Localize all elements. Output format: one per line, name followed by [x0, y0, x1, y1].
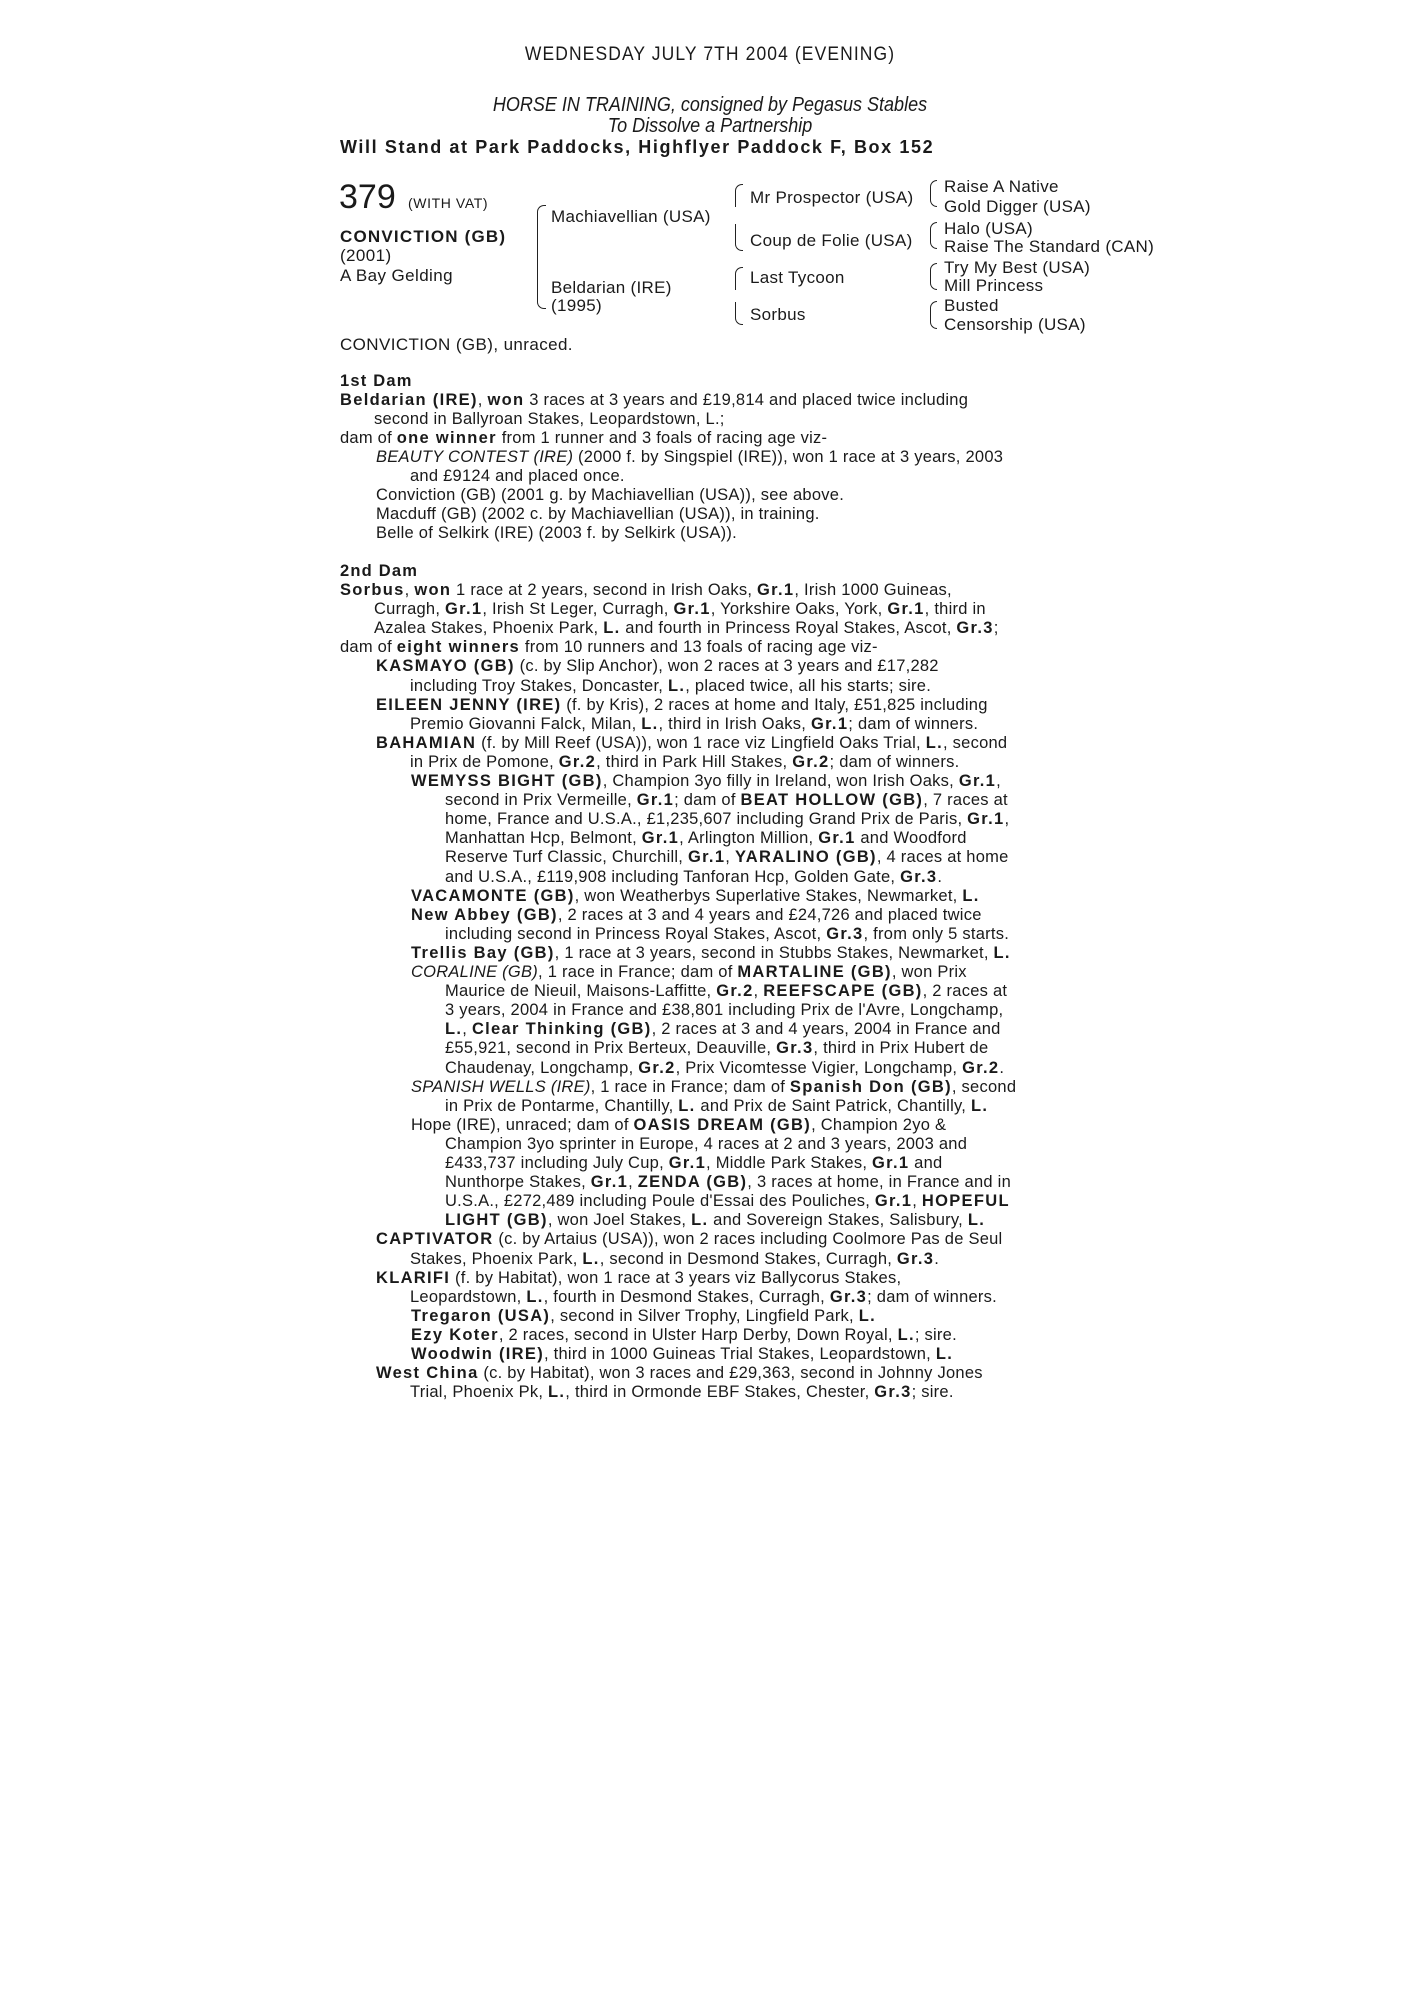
second-dam-line: KASMAYO (GB) (c. by Slip Anchor), won 2 races at 3 years and £17,282 — [376, 657, 939, 676]
pedigree-brace — [735, 184, 743, 207]
race-summary: CONVICTION (GB), unraced. — [340, 335, 573, 354]
sss: Raise A Native — [944, 177, 1059, 196]
ssd: Gold Digger (USA) — [944, 197, 1091, 216]
pedigree-brace — [930, 193, 937, 207]
second-dam-line: including second in Princess Royal Stakes, Ascot, Gr.3, from only 5 starts. — [445, 924, 1010, 943]
second-dam-heading: 2nd Dam — [340, 562, 419, 580]
pedigree-brace — [930, 235, 937, 249]
second-dam-line: Manhattan Hcp, Belmont, Gr.1, Arlington Million, Gr.1 and Woodford — [445, 829, 967, 848]
dsd: Mill Princess — [944, 276, 1044, 295]
sdd: Raise The Standard (CAN) — [944, 237, 1155, 256]
text: , — [477, 391, 488, 409]
produce-line: and £9124 and placed once. — [410, 467, 625, 485]
second-dam-line: Chaudenay, Longchamp, Gr.2, Prix Vicomtesse Vigier, Longchamp, Gr.2. — [445, 1058, 1005, 1077]
second-dam-line: KLARIFI (f. by Habitat), won 1 race at 3 years viz Ballycorus Stakes, — [376, 1268, 902, 1287]
text: won — [487, 391, 525, 409]
text: (2000 f. by Singspiel (IRE)), won 1 race at 3 years, 2003 — [573, 448, 1004, 466]
second-dam-line: Nunthorpe Stakes, Gr.1, ZENDA (GB), 3 races at home, in France and in — [445, 1173, 1011, 1192]
second-dam-line: CAPTIVATOR (c. by Artaius (USA)), won 2 races including Coolmore Pas de Seul — [376, 1230, 1003, 1249]
second-dam-line: £55,921, second in Prix Berteux, Deauville, Gr.3, third in Prix Hubert de — [445, 1039, 989, 1058]
horse-description: A Bay Gelding — [340, 266, 453, 285]
first-dam-line — [340, 429, 827, 448]
produce-line: Conviction (GB) (2001 g. by Machiavellian (USA)), see above. — [376, 486, 845, 504]
second-dam-line: Sorbus, won 1 race at 2 years, second in Irish Oaks, Gr.1, Irish 1000 Guineas, — [340, 581, 952, 599]
pedigree-brace — [930, 301, 937, 315]
text: one winner — [396, 429, 497, 447]
produce-name: BEAUTY CONTEST (IRE) — [376, 448, 574, 466]
first-dam-line: second in Ballyroan Stakes, Leopardstown, L.; — [374, 410, 725, 428]
pedigree-brace — [930, 222, 937, 236]
text: dam of — [340, 429, 397, 447]
vat-note: (WITH VAT) — [408, 195, 489, 211]
second-dam-line: U.S.A., £272,489 including Poule d'Essai des Pouliches, Gr.1, HOPEFUL — [445, 1192, 1010, 1211]
horse-name: CONVICTION (GB) — [340, 227, 507, 246]
sds: Halo (USA) — [944, 219, 1033, 238]
sire-sire: Mr Prospector (USA) — [750, 188, 914, 207]
dss: Try My Best (USA) — [944, 258, 1091, 277]
second-dam-line: Maurice de Nieuil, Maisons-Laffitte, Gr.2, REEFSCAPE (GB), 2 races at — [445, 982, 1008, 1001]
pedigree-brace — [930, 263, 937, 277]
second-dam-line: West China (c. by Habitat), won 3 races and £29,363, second in Johnny Jones — [376, 1364, 983, 1383]
second-dam-line: BAHAMIAN (f. by Mill Reef (USA)), won 1 race viz Lingfield Oaks Trial, L., second — [376, 733, 1008, 752]
pedigree-brace — [930, 314, 937, 329]
second-dam-line: Reserve Turf Classic, Churchill, Gr.1, YARALINO (GB), 4 races at home — [445, 848, 1009, 867]
pedigree-brace — [930, 276, 937, 290]
second-dam-line: SPANISH WELLS (IRE), 1 race in France; dam of Spanish Don (GB), second — [411, 1077, 1017, 1096]
second-dam-line: dam of eight winners from 10 runners and 13 foals of racing age viz- — [340, 638, 878, 657]
second-dam-line: in Prix de Pontarme, Chantilly, L. and Prix de Saint Patrick, Chantilly, L. — [445, 1096, 989, 1115]
sire: Machiavellian (USA) — [551, 207, 711, 226]
pedigree-brace — [537, 205, 546, 266]
sire-dam: Coup de Folie (USA) — [750, 231, 913, 250]
second-dam-line: second in Prix Vermeille, Gr.1; dam of BEAT HOLLOW (GB), 7 races at — [445, 791, 1008, 810]
second-dam-line: £433,737 including July Cup, Gr.1, Middle Park Stakes, Gr.1 and — [445, 1154, 943, 1172]
consignment-line: HORSE IN TRAINING, consigned by Pegasus Stables — [492, 94, 928, 116]
sale-date-heading: WEDNESDAY JULY 7TH 2004 (EVENING) — [524, 44, 896, 65]
stand-location: Will Stand at Park Paddocks, Highflyer Paddock F, Box 152 — [340, 137, 935, 157]
second-dam-line: Champion 3yo sprinter in Europe, 4 races at 2 and 3 years, 2003 and — [445, 1134, 968, 1153]
second-dam-line: EILEEN JENNY (IRE) (f. by Kris), 2 races at home and Italy, £51,825 including — [376, 695, 988, 714]
first-dam-line — [340, 391, 968, 410]
second-dam-line: VACAMONTE (GB), won Weatherbys Superlative Stakes, Newmarket, L. — [411, 886, 980, 905]
second-dam-line: in Prix de Pomone, Gr.2, third in Park Hill Stakes, Gr.2; dam of winners. — [410, 752, 960, 771]
pedigree-brace — [735, 267, 743, 290]
second-dam-line: Trial, Phoenix Pk, L., third in Ormonde EBF Stakes, Chester, Gr.3; sire. — [410, 1383, 954, 1402]
text: from 1 runner and 3 foals of racing age viz- — [496, 429, 828, 447]
second-dam-line: Trellis Bay (GB), 1 race at 3 years, second in Stubbs Stakes, Newmarket, L. — [411, 943, 1011, 962]
second-dam-line: Woodwin (IRE), third in 1000 Guineas Trial Stakes, Leopardstown, L. — [411, 1345, 954, 1363]
pedigree-brace — [735, 224, 743, 251]
second-dam-line: Premio Giovanni Falck, Milan, L., third in Irish Oaks, Gr.1; dam of winners. — [410, 714, 979, 733]
pedigree-brace — [735, 302, 743, 325]
dam-year: (1995) — [551, 296, 602, 315]
dds: Busted — [944, 296, 999, 315]
text: 3 races at 3 years and £19,814 and placed twice including — [524, 391, 969, 409]
second-dam-line: L., Clear Thinking (GB), 2 races at 3 and 4 years, 2004 in France and — [445, 1020, 1001, 1039]
lot-number: 379 — [339, 178, 396, 216]
second-dam-line: and U.S.A., £119,908 including Tanforan Hcp, Golden Gate, Gr.3. — [445, 867, 943, 886]
second-dam-line: Ezy Koter, 2 races, second in Ulster Harp Derby, Down Royal, L.; sire. — [411, 1325, 957, 1344]
second-dam-line: CORALINE (GB), 1 race in France; dam of MARTALINE (GB), won Prix — [411, 963, 967, 981]
second-dam-line: New Abbey (GB), 2 races at 3 and 4 years and £24,726 and placed twice — [411, 905, 982, 924]
second-dam-line: WEMYSS BIGHT (GB), Champion 3yo filly in Ireland, won Irish Oaks, Gr.1, — [411, 772, 1001, 790]
produce-line — [376, 448, 1003, 467]
second-dam-line: Stakes, Phoenix Park, L., second in Desmond Stakes, Curragh, Gr.3. — [410, 1249, 940, 1268]
ddd: Censorship (USA) — [944, 315, 1086, 334]
second-dam-line: home, France and U.S.A., £1,235,607 including Grand Prix de Paris, Gr.1, — [445, 810, 1010, 829]
second-dam-line: including Troy Stakes, Doncaster, L., placed twice, all his starts; sire. — [410, 676, 932, 695]
second-dam-line: Curragh, Gr.1, Irish St Leger, Curragh, Gr.1, Yorkshire Oaks, York, Gr.1, third in — [374, 600, 986, 619]
second-dam-line: Hope (IRE), unraced; dam of OASIS DREAM (GB), Champion 2yo & — [411, 1115, 947, 1134]
foaling-year: (2001) — [340, 246, 392, 265]
second-dam-line: Azalea Stakes, Phoenix Park, L. and fourth in Princess Royal Stakes, Ascot, Gr.3; — [374, 619, 999, 638]
second-dam-line: Leopardstown, L., fourth in Desmond Stakes, Curragh, Gr.3; dam of winners. — [410, 1287, 998, 1306]
produce-line: Macduff (GB) (2002 c. by Machiavellian (USA)), in training. — [376, 505, 820, 523]
pedigree-brace — [930, 180, 937, 194]
first-dam-heading: 1st Dam — [340, 372, 413, 390]
dam-name: Beldarian (IRE) — [340, 391, 478, 409]
partnership-line: To Dissolve a Partnership — [607, 115, 813, 137]
dam-sire: Last Tycoon — [750, 268, 845, 287]
produce-line: Belle of Selkirk (IRE) (2003 f. by Selkirk (USA)). — [376, 524, 737, 542]
dam-dam: Sorbus — [750, 305, 806, 324]
second-dam-line: 3 years, 2004 in France and £38,801 including Prix de l'Avre, Longchamp, — [445, 1001, 1004, 1020]
second-dam-line: LIGHT (GB), won Joel Stakes, L. and Sovereign Stakes, Salisbury, L. — [445, 1211, 986, 1230]
second-dam-line: Tregaron (USA), second in Silver Trophy, Lingfield Park, L. — [411, 1306, 876, 1325]
pedigree-brace — [537, 265, 546, 309]
dam: Beldarian (IRE) — [551, 278, 672, 297]
